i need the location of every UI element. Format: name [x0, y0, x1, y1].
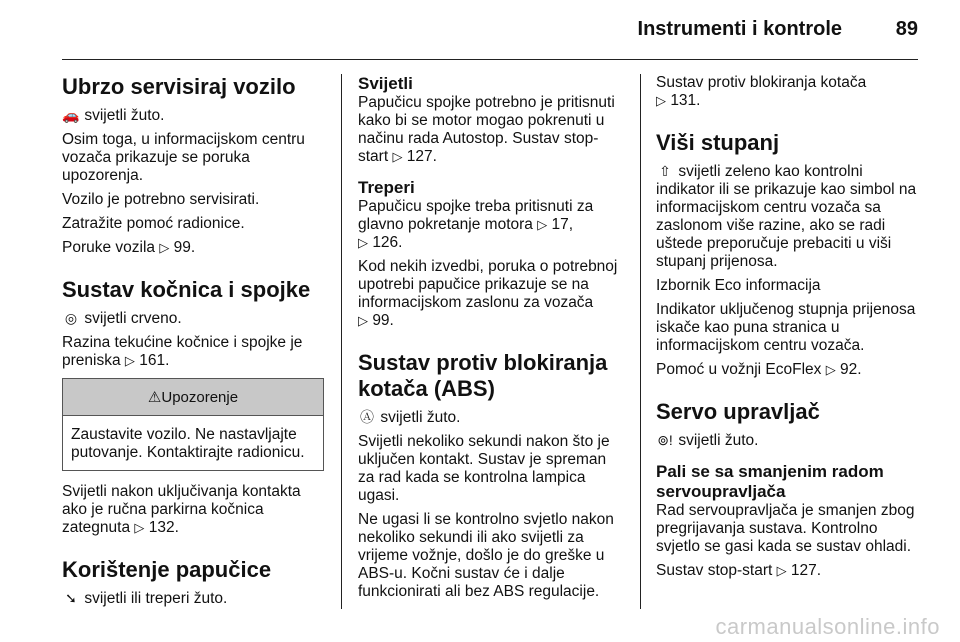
- section-heading-pedal: Korištenje papučice: [62, 557, 272, 582]
- text: svijetli zeleno kao kontrolni indikator ili se prikazuje kao simbol na informacijskom centru vozača sa zaslonom više razine, ako se radi uštede preporučuje prebaciti u viši stupanj prijenosa.: [656, 163, 917, 270]
- section-heading-brake: Sustav kočnica i spojke: [62, 277, 311, 302]
- steering-warning-icon: ⊚!: [657, 432, 673, 448]
- column-1: [62, 74, 324, 614]
- text: svijetli žuto.: [84, 107, 165, 124]
- page-reference-arrow-icon: ▷: [825, 362, 836, 377]
- text: Svijetli nakon uključivanja kontakta ako je ručna parkirna kočnica zategnuta: [62, 483, 301, 536]
- warning-triangle-icon: ⚠: [147, 389, 162, 406]
- section-heading-upshift: Viši stupanj: [656, 130, 780, 155]
- paragraph: Svijetli nekoliko sekundi nakon što je uključen kontakt. Sustav je spreman za rad kada se kontrolna lampica ugasi.: [358, 433, 610, 504]
- paragraph: [656, 74, 922, 110]
- column-divider-2: [640, 74, 641, 609]
- section-heading-steering: Servo upravljač: [656, 399, 820, 424]
- brake-circle-icon: ◎: [64, 310, 78, 326]
- text: Papučicu spojke potrebno je pritisnuti kako bi se motor mogao pokrenuti u načinu rada Autostop. Sustav stop-start: [358, 94, 615, 165]
- text: Pomoć u vožnji EcoFlex: [656, 361, 822, 378]
- abs-icon: Ⓐ: [360, 409, 374, 425]
- page-reference: 92.: [840, 361, 862, 378]
- text: svijetli ili treperi žuto.: [84, 590, 228, 607]
- page-number: 89: [895, 18, 918, 40]
- paragraph: [62, 334, 324, 370]
- warning-body: Zaustavite vozilo. Ne nastavljajte putovanje. Kontaktirajte radionicu.: [71, 426, 305, 461]
- page-reference: 99.: [372, 312, 394, 329]
- page-reference: 131.: [670, 92, 701, 109]
- column-2: [358, 74, 624, 607]
- upshift-arrow-icon: ⇧: [659, 163, 671, 179]
- car-wrench-icon: 🚗: [62, 107, 80, 123]
- paragraph: [656, 361, 922, 379]
- paragraph: Indikator uključenog stupnja prijenosa iskače kao puna stranica u informacijskom centru vozača.: [656, 301, 916, 354]
- text: Sustav protiv blokiranja kotača: [656, 74, 867, 91]
- page-reference: 99.: [173, 239, 196, 256]
- text: svijetli žuto.: [678, 432, 759, 449]
- subheading-steering-reduced: Pali se sa smanjenim radom servoupravljača: [656, 462, 884, 501]
- page-reference: 17,: [551, 216, 574, 233]
- page-reference: 127.: [790, 562, 822, 579]
- text: Razina tekućine kočnice i spojke je preniska: [62, 334, 303, 369]
- paragraph: [656, 162, 922, 271]
- paragraph: [62, 309, 324, 328]
- page-reference-arrow-icon: ▷: [134, 520, 145, 535]
- section-heading-abs: Sustav protiv blokiranja kotača (ABS): [358, 350, 608, 401]
- paragraph: Ne ugasi li se kontrolno svjetlo nakon nekoliko sekundi ili ako svijetli za vrijeme vožnje, došlo je do greške u ABS-u. Kočni sustav će i dalje funkcionirati ali bez ABS regulacije.: [358, 511, 614, 600]
- header-rule: [62, 59, 918, 60]
- page-header-title: Instrumenti i kontrole: [637, 18, 842, 40]
- text: Poruke vozila: [62, 239, 156, 256]
- page-reference-arrow-icon: ▷: [776, 563, 787, 578]
- page-reference: 132.: [148, 519, 179, 536]
- paragraph: [358, 198, 624, 252]
- paragraph: Zatražite pomoć radionice.: [62, 215, 245, 232]
- warning-header: [63, 379, 323, 416]
- paragraph: [656, 431, 922, 450]
- warning-title: Upozorenje: [161, 389, 239, 406]
- paragraph: [62, 106, 324, 125]
- page-reference: 161.: [139, 352, 170, 369]
- paragraph: Osim toga, u informacijskom centru vozača prikazuje se poruka upozorenja.: [62, 131, 305, 184]
- page-reference: 126.: [372, 234, 403, 251]
- subheading-lit: Svijetli: [358, 74, 413, 93]
- column-divider-1: [341, 74, 342, 609]
- paragraph: [62, 239, 324, 257]
- page-reference-arrow-icon: ▷: [124, 353, 135, 368]
- paragraph: [358, 94, 624, 166]
- paragraph: [358, 408, 624, 427]
- paragraph: Izbornik Eco informacija: [656, 277, 821, 294]
- text: Sustav stop-start: [656, 562, 773, 579]
- subheading-flash: Treperi: [358, 178, 415, 197]
- paragraph: [62, 483, 324, 537]
- text: svijetli žuto.: [380, 409, 461, 426]
- page-reference-arrow-icon: ▷: [537, 217, 548, 232]
- paragraph: [62, 589, 324, 608]
- page-reference-arrow-icon: ▷: [159, 240, 170, 255]
- text: svijetli crveno.: [84, 310, 182, 327]
- page-reference: 127.: [406, 148, 437, 165]
- paragraph: [656, 562, 922, 580]
- text: Kod nekih izvedbi, poruka o potrebnoj upotrebi papučice prikazuje se na informacijskom zaslonu za vozača: [358, 258, 618, 311]
- page-reference-arrow-icon: ▷: [358, 235, 368, 250]
- page-reference-arrow-icon: ▷: [392, 149, 403, 164]
- watermark: carmanualsonline.info: [715, 614, 940, 639]
- paragraph: Vozilo je potrebno servisirati.: [62, 191, 260, 208]
- text: Papučicu spojke treba pritisnuti za glavno pokretanje motora: [358, 198, 594, 233]
- page-reference-arrow-icon: ▷: [656, 93, 666, 108]
- paragraph: Rad servoupravljača je smanjen zbog pregrijavanja sustava. Kontrolno svjetlo se gasi kada se sustav ohladi.: [656, 502, 915, 555]
- warning-box: [62, 378, 324, 471]
- section-heading-service: Ubrzo servisiraj vozilo: [62, 74, 296, 99]
- pedal-icon: ➘: [65, 590, 77, 606]
- column-3: [656, 74, 922, 586]
- page-reference-arrow-icon: ▷: [358, 313, 368, 328]
- paragraph: [358, 258, 624, 330]
